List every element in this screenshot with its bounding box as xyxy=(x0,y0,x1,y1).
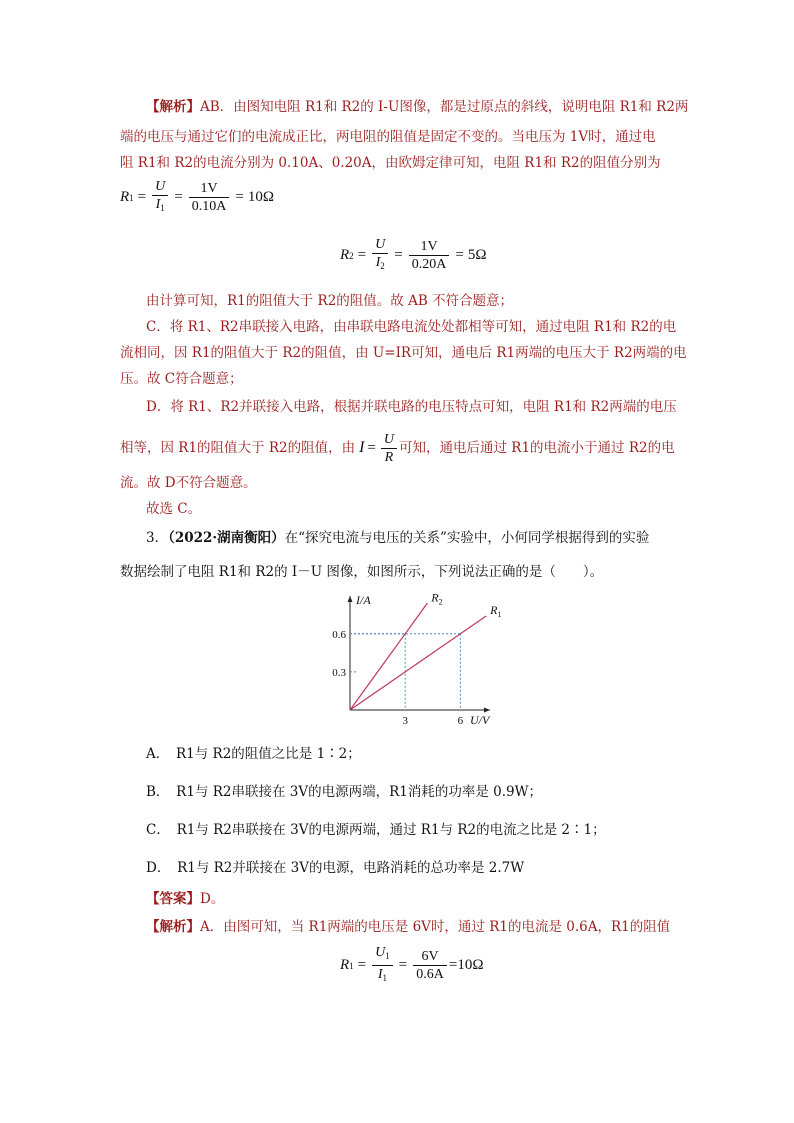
eq2-frac-1 xyxy=(372,236,388,275)
eq3-num1: U xyxy=(375,945,386,960)
eq3-frac-1 xyxy=(372,944,393,987)
eq3-num2: 6V xyxy=(413,948,447,966)
option-d-line-2: 相等，因 R1的阻值大于 R2的阻值，由 I = $\frac{U}{R}$ 可知，通电后通过 R1的电流小于通过 R2的电 xyxy=(120,431,675,465)
series-line-R2 xyxy=(350,603,427,710)
analysis-text: AB．由图知电阻 R1和 R2的 I-U图像，都是过原点的斜线，说明电阻 R1和 R2两 xyxy=(200,99,689,115)
eq2-result: 5Ω xyxy=(467,247,487,263)
eq3-den1: I xyxy=(377,967,383,982)
eq3-den2: 0.6A xyxy=(416,967,444,982)
ohm-num: U xyxy=(381,431,397,449)
equation-r2: R 2 = $\frac{U}{I_2}$ = $\frac{1V}{0.20A}$ = 5Ω xyxy=(340,236,486,275)
analysis-2-text: A．由图可知，当 R1两端的电压是 6V时，通过 R1的电流是 0.6A，R1的阻值 xyxy=(200,919,671,935)
eq3-result: =10Ω xyxy=(448,957,484,973)
option-a: A． R1与 R2的阻值之比是 1∶2； xyxy=(146,746,361,762)
option-b: B． R1与 R2串联接在 3V的电源两端，R1消耗的功率是 0.9W； xyxy=(146,784,542,800)
eq1-frac-1 xyxy=(152,178,168,217)
option-d-line-1: D．将 R1、R2并联接入电路，根据并联电路的电压特点可知，电阻 R1和 R2两端的电压 xyxy=(146,399,677,415)
eq1-result: 10Ω xyxy=(247,189,274,205)
option-d-line-2a: 相等，因 R1的阻值大于 R2的阻值，由 xyxy=(120,440,356,456)
eq1-den2: 0.10A xyxy=(191,199,227,214)
ohm-i: I xyxy=(359,439,365,456)
equation-r1: R 1 = $\frac{U}{I_1}$ = $\frac{1V}{0.10A}$ = 10Ω xyxy=(120,178,274,217)
answer-tag: 【答案】 xyxy=(146,891,200,907)
question-3-line-2: 数据绘制了电阻 R1和 R2的 I－U 图像，如图所示，下列说法正确的是（ ）。 xyxy=(120,564,604,580)
ohm-den: R xyxy=(384,449,394,465)
iu-chart xyxy=(322,590,502,727)
eq3-den1-sub: 1 xyxy=(382,973,388,983)
eq1-den1-sub: 1 xyxy=(160,203,165,213)
eq3-num1-sub: 1 xyxy=(385,951,390,961)
final-choice: 故选 C。 xyxy=(146,501,202,517)
eq2-num1: U xyxy=(372,236,388,254)
eq2-frac-2 xyxy=(409,238,450,273)
eq2-den1: I xyxy=(375,255,381,270)
conclusion-ab: 由计算可知，R1的阻值大于 R2的阻值。故 AB 不符合题意； xyxy=(146,293,514,309)
eq1-num1: U xyxy=(152,178,168,196)
eq3-frac-2 xyxy=(413,948,447,983)
option-d-line-3: 流。故 D不符合题意。 xyxy=(120,475,257,491)
question-source: （2022·湖南衡阳） xyxy=(168,530,285,546)
ohm-frac xyxy=(381,431,397,466)
eq1-den1: I xyxy=(155,197,161,212)
eq2-lhs-sub: 2 xyxy=(349,250,354,261)
analysis-2-line xyxy=(146,918,670,936)
analysis-line-1 xyxy=(146,98,688,116)
x-tick-label-0: 3 xyxy=(402,715,408,727)
eq1-lhs-sub: 1 xyxy=(129,192,134,203)
eq1-frac-2 xyxy=(189,180,230,215)
x-axis-label: U/V xyxy=(470,713,490,727)
option-c-line-3: 压。故 C符合题意； xyxy=(120,371,243,387)
eq2-den1-sub: 2 xyxy=(380,261,385,271)
x-axis-arrow xyxy=(484,708,490,713)
question-3-line-1 xyxy=(146,529,649,547)
option-c-line-1: C．将 R1、R2串联接入电路，由串联电路电流处处都相等可知，通过电阻 R1和 R2的电 xyxy=(146,319,677,335)
y-axis-arrow xyxy=(348,596,353,602)
answer-line xyxy=(146,890,224,908)
series-label-R1: $R_1$ xyxy=(490,602,502,619)
question-number: 3． xyxy=(146,530,169,546)
equation-r1-final: R 1 = $\frac{U_1}{I_1}$ = $\frac{6V}{0.6A}$ =10Ω xyxy=(340,944,483,987)
eq3-lhs-sub: 1 xyxy=(349,960,354,971)
analysis-tag: 【解析】 xyxy=(146,99,200,115)
option-c: C． R1与 R2串联接在 3V的电源两端，通过 R1与 R2的电流之比是 2∶1； xyxy=(146,822,606,838)
question-text-1: 在“探究电流与电压的关系”实验中，小何同学根据得到的实验 xyxy=(284,530,650,546)
option-d: D． R1与 R2并联接在 3V的电源，电路消耗的总功率是 2.7W xyxy=(146,860,525,876)
analysis-2-tag: 【解析】 xyxy=(146,919,200,935)
analysis-line-2: 端的电压与通过它们的电流成正比，两电阻的阻值是固定不变的。当电压为 1V时，通过电 xyxy=(120,129,656,145)
y-tick-label-1: 0.6 xyxy=(332,628,346,641)
eq2-den2: 0.20A xyxy=(411,257,447,272)
y-tick-label-0: 0.3 xyxy=(332,666,346,679)
answer-text: D。 xyxy=(200,891,225,907)
analysis-line-3: 阻 R1和 R2的电流分别为 0.10A、0.20A，由欧姆定律可知，电阻 R1和 R2的阻值分别为 xyxy=(120,155,661,171)
eq1-num2: 1V xyxy=(189,180,230,198)
series-line-R1 xyxy=(350,616,486,710)
eq1-lhs: R xyxy=(120,189,130,205)
eq3-lhs: R xyxy=(340,957,350,973)
option-d-line-2b: 可知，通电后通过 R1的电流小于通过 R2的电 xyxy=(399,440,675,456)
option-c-line-2: 流相同，因 R1的阻值大于 R2的阻值，由 U=IR可知，通电后 R1两端的电压大于 R2两端的电 xyxy=(120,345,687,361)
series-label-R2: $R_2$ xyxy=(431,590,443,607)
x-tick-label-1: 6 xyxy=(457,715,464,727)
y-axis-label: I/A xyxy=(356,593,371,607)
eq2-num2: 1V xyxy=(409,238,450,256)
eq2-lhs: R xyxy=(340,247,350,263)
